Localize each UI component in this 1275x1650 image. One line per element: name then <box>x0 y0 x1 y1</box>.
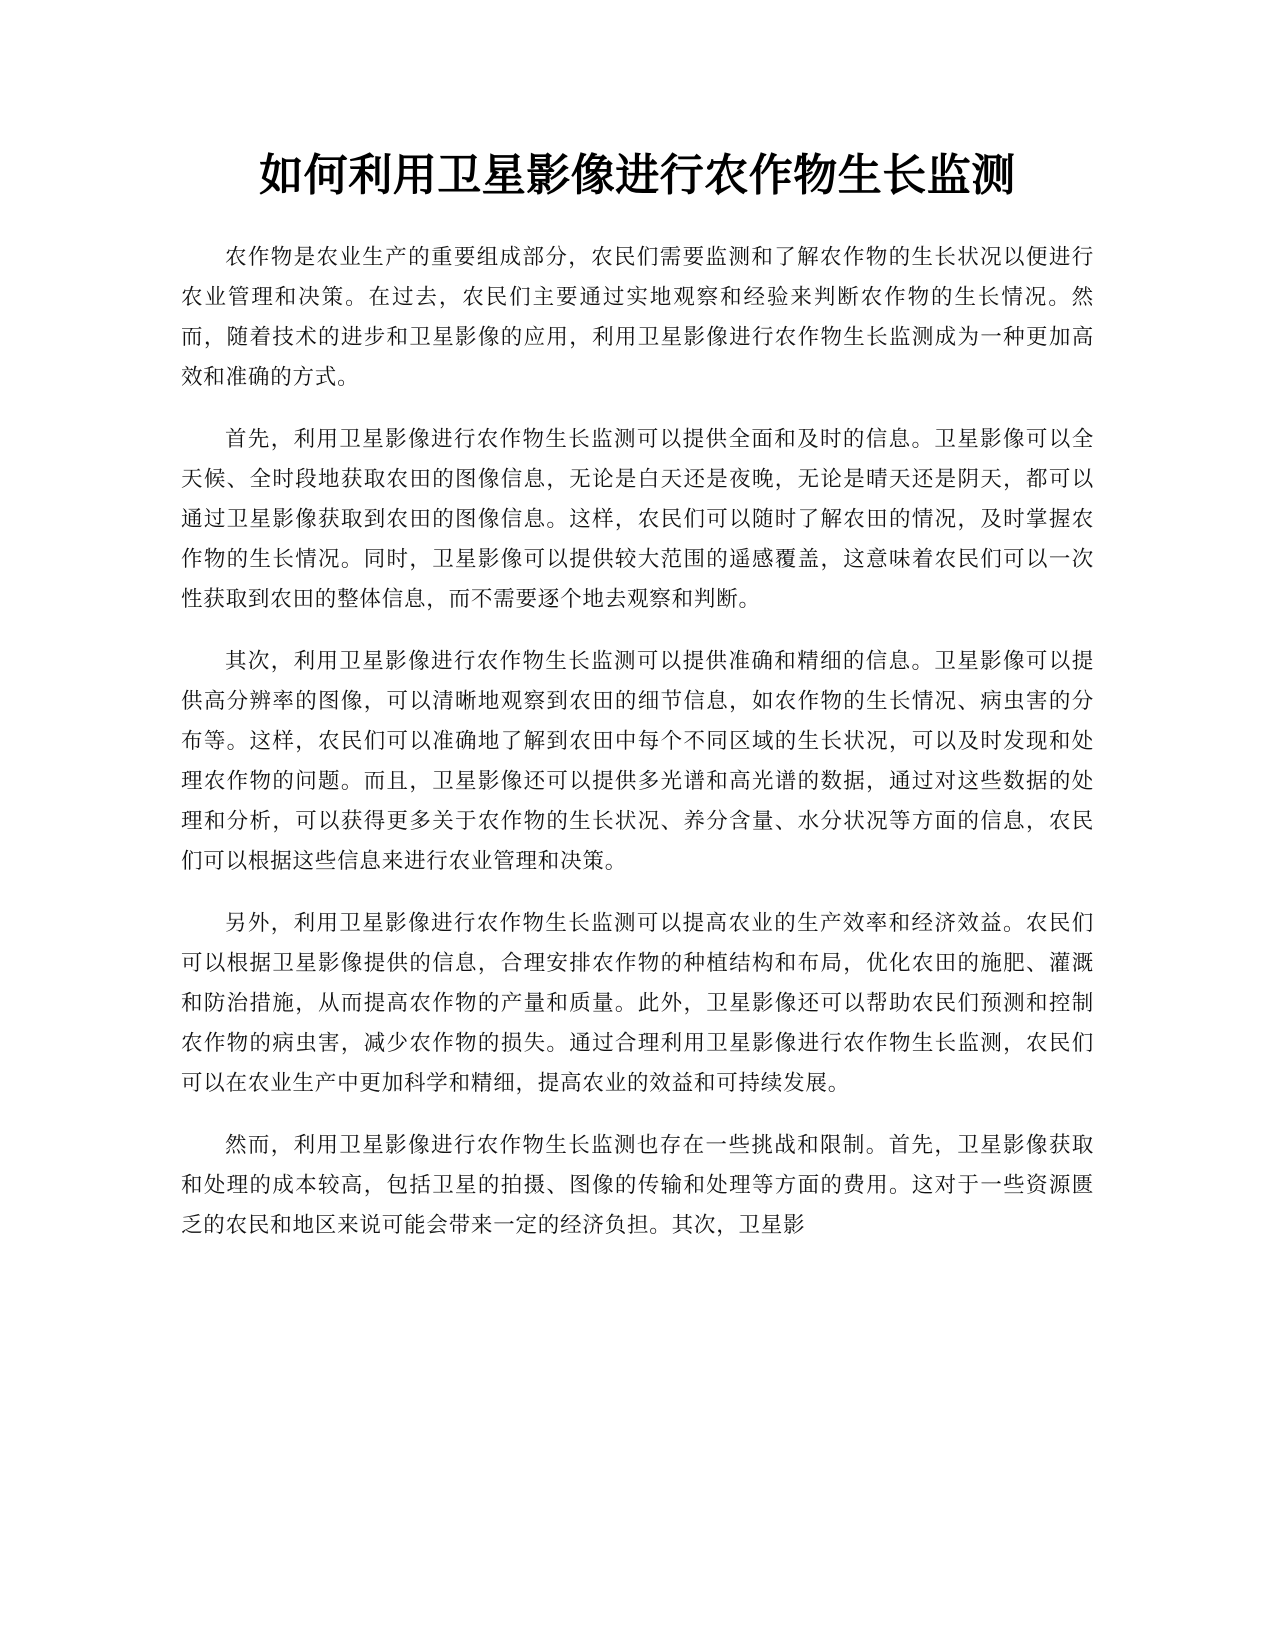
document-body <box>181 238 1094 1268</box>
paragraph-third-point: 另外，利用卫星影像进行农作物生长监测可以提高农业的生产效率和经济效益。农民们可以根据卫星影像提供的信息，合理安排农作物的种植结构和布局，优化农田的施肥、灌溉和防治措施，从而提高农作物的产量和质量。此外，卫星影像还可以帮助农民们预测和控制农作物的病虫害，减少农作物的损失。通过合理利用卫星影像进行农作物生长监测，农民们可以在农业生产中更加科学和精细，提高农业的效益和可持续发展。 <box>181 911 1094 1096</box>
paragraph-intro: 农作物是农业生产的重要组成部分，农民们需要监测和了解农作物的生长状况以便进行农业管理和决策。在过去，农民们主要通过实地观察和经验来判断农作物的生长情况。然而，随着技术的进步和卫星影像的应用，利用卫星影像进行农作物生长监测成为一种更加高效和准确的方式。 <box>181 245 1094 390</box>
paragraph-second-point: 其次，利用卫星影像进行农作物生长监测可以提供准确和精细的信息。卫星影像可以提供高分辨率的图像，可以清晰地观察到农田的细节信息，如农作物的生长情况、病虫害的分布等。这样，农民们可以准确地了解到农田中每个不同区域的生长状况，可以及时发现和处理农作物的问题。而且，卫星影像还可以提供多光谱和高光谱的数据，通过对这些数据的处理和分析，可以获得更多关于农作物的生长状况、养分含量、水分状况等方面的信息，农民们可以根据这些信息来进行农业管理和决策。 <box>181 649 1094 874</box>
paragraph-challenges: 然而，利用卫星影像进行农作物生长监测也存在一些挑战和限制。首先，卫星影像获取和处理的成本较高，包括卫星的拍摄、图像的传输和处理等方面的费用。这对于一些资源匮乏的农民和地区来说可能会带来一定的经济负担。其次，卫星影 <box>181 1133 1094 1238</box>
paragraph-first-point: 首先，利用卫星影像进行农作物生长监测可以提供全面和及时的信息。卫星影像可以全天候、全时段地获取农田的图像信息，无论是白天还是夜晚，无论是晴天还是阴天，都可以通过卫星影像获取到农田的图像信息。这样，农民们可以随时了解农田的情况，及时掌握农作物的生长情况。同时，卫星影像可以提供较大范围的遥感覆盖，这意味着农民们可以一次性获取到农田的整体信息，而不需要逐个地去观察和判断。 <box>181 427 1094 612</box>
document-title: 如何利用卫星影像进行农作物生长监测 <box>259 150 1016 201</box>
